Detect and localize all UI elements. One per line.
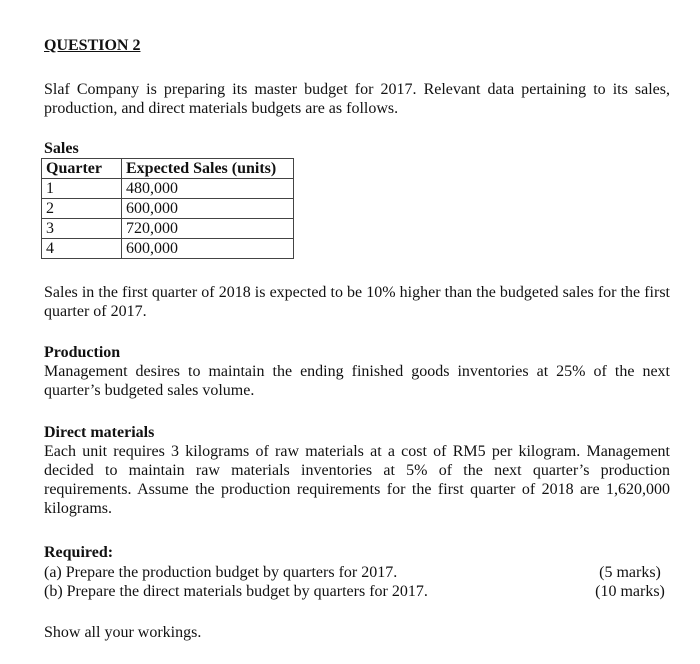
- intro-paragraph: Slaf Company is preparing its master budget for 2017. Relevant data pertaining to its sales, production, and direct materials budgets are as follows.: [44, 81, 670, 117]
- quarter-cell: 3: [42, 219, 122, 239]
- marks-label: (10 marks): [595, 583, 665, 600]
- required-heading: Required:: [44, 544, 114, 561]
- sales-note: Sales in the first quarter of 2018 is expected to be 10% higher than the budgeted sales for the first quarter of 2017.: [44, 284, 670, 320]
- sales-table: [41, 158, 294, 259]
- required-item-a: [44, 563, 670, 582]
- quarter-header: Quarter: [42, 159, 122, 179]
- units-cell: 720,000: [122, 219, 294, 239]
- marks-label: (5 marks): [599, 564, 661, 581]
- table-row: [42, 239, 294, 259]
- production-heading: Production: [44, 344, 121, 361]
- table-row: [42, 199, 294, 219]
- units-cell: 600,000: [122, 239, 294, 259]
- question-title: QUESTION 2: [44, 37, 141, 54]
- units-cell: 480,000: [122, 179, 294, 199]
- sales-heading: Sales: [44, 140, 79, 157]
- materials-heading: Direct materials: [44, 424, 155, 441]
- table-row: [42, 219, 294, 239]
- required-item-text: (b) Prepare the direct materials budget by quarters for 2017.: [44, 583, 428, 600]
- expected-sales-header: Expected Sales (units): [122, 159, 294, 179]
- required-item-b: [44, 582, 670, 601]
- quarter-cell: 4: [42, 239, 122, 259]
- quarter-cell: 2: [42, 199, 122, 219]
- table-header-row: [42, 159, 294, 179]
- units-cell: 600,000: [122, 199, 294, 219]
- production-text: Management desires to maintain the ending finished goods inventories at 25% of the next quarter’s budgeted sales volume.: [44, 363, 670, 399]
- workings-note: Show all your workings.: [44, 624, 202, 641]
- quarter-cell: 1: [42, 179, 122, 199]
- materials-text: Each unit requires 3 kilograms of raw materials at a cost of RM5 per kilogram. Management decided to maintain raw materials inventories at 5% of the next quarter’s production requirements. Assume the production requirements for the first quarter of 2018 are 1,620,000 kilograms.: [44, 443, 670, 517]
- required-item-text: (a) Prepare the production budget by quarters for 2017.: [44, 564, 398, 581]
- table-row: [42, 179, 294, 199]
